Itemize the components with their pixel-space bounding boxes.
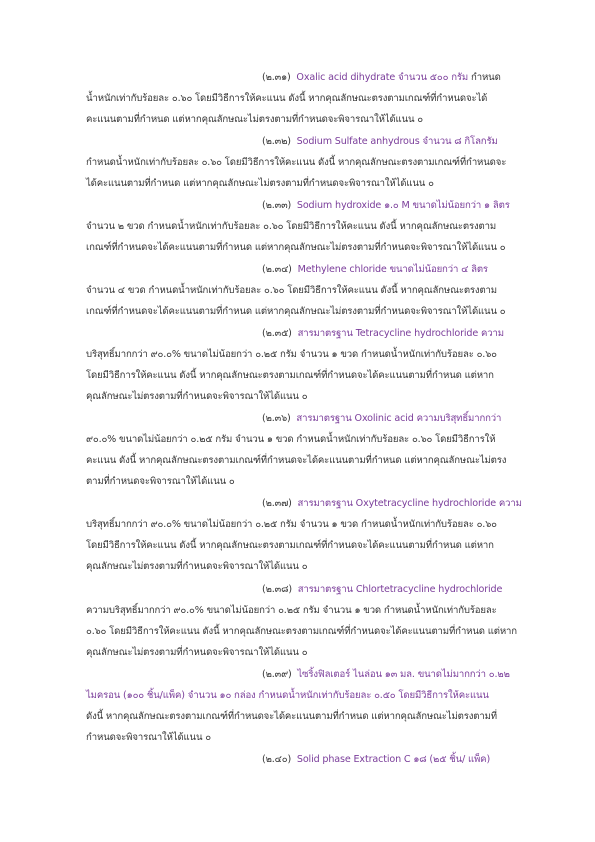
body-line: คะแนนตามที่กำหนด แต่หากคุณลักษณะไม่ตรงตามที่กำหนดจะพิจารณาให้ได้แนน ๐ <box>86 114 424 125</box>
item-number: (๒.๓๖) <box>262 413 291 424</box>
body-line: ตามที่กำหนดจะพิจารณาให้ได้แนน ๐ <box>86 476 235 487</box>
item-heading <box>262 136 498 148</box>
body-line: ๐.๖๐ โดยมีวิธีการให้คะแนน ดังนี้ หากคุณลักษณะตรงตามเกณฑ์ที่กำหนดจะได้คะแนนตามที่กำหนด แต่หาก <box>86 626 517 637</box>
item-number: (๒.๔๐) <box>262 754 292 765</box>
item-heading <box>262 754 490 766</box>
body-line <box>86 690 489 702</box>
body-line: กำหนดจะพิจารณาให้ได้แนน ๐ <box>86 732 211 743</box>
item-title: Oxalic acid dihydrate จำนวน ๕๐๐ กรัม <box>296 72 469 83</box>
item-heading <box>262 72 501 84</box>
item-heading-rest: กำหนด <box>468 72 501 83</box>
body-line: คุณลักษณะไม่ตรงตามที่กำหนดจะพิจารณาให้ได้แนน ๐ <box>86 561 308 572</box>
body-line: โดยมีวิธีการให้คะแนน ดังนี้ หากคุณลักษณะตรงตามเกณฑ์ที่กำหนดจะได้คะแนนตามที่กำหนด แต่หาก <box>86 370 494 381</box>
item-title: สารมาตรฐาน Oxolinic acid ความบริสุทธิ์มากกว่า <box>296 413 502 424</box>
item-number: (๒.๓๔) <box>262 264 292 275</box>
item-number: (๒.๓๓) <box>262 200 292 211</box>
item-title: สารมาตรฐาน Chlortetracycline hydrochloride <box>297 584 503 595</box>
body-line: จำนวน ๒ ขวด กำหนดน้ำหนักเท่ากับร้อยละ ๐.๖๐ โดยมีวิธีการให้คะแนน ดังนี้ หากคุณลักษณะตรงตาม <box>86 221 496 232</box>
item-number: (๒.๓๑) <box>262 72 291 83</box>
body-line: จำนวน ๔ ขวด กำหนดน้ำหนักเท่ากับร้อยละ ๐.๖๐ โดยมีวิธีการให้คะแนน ดังนี้ หากคุณลักษณะตรงตาม <box>86 285 497 296</box>
item-title: Sodium hydroxide ๑.๐ M ขนาดไม่น้อยกว่า ๑ ลิตร <box>296 200 510 211</box>
body-line: ๙๐.๐% ขนาดไม่น้อยกว่า ๐.๒๕ กรัม จำนวน ๑ ขวด กำหนดน้ำหนักเท่ากับร้อยละ ๐.๖๐ โดยมีวิธีการให้ <box>86 434 496 445</box>
item-title: Sodium Sulfate anhydrous จำนวน ๘ กิโลกรัม <box>296 136 498 147</box>
item-title: สารมาตรฐาน Oxytetracycline hydrochloride ความ <box>297 498 522 509</box>
body-line: น้ำหนักเท่ากับร้อยละ ๐.๖๐ โดยมีวิธีการให้คะแนน ดังนี้ หากคุณลักษณะตรงตามเกณฑ์ที่กำหนดจะได้ <box>86 93 488 104</box>
body-line: เกณฑ์ที่กำหนดจะได้คะแนนตามที่กำหนด แต่หากคุณลักษณะไม่ตรงตามที่กำหนดจะพิจารณาให้ได้แนน ๐ <box>86 242 506 253</box>
body-line: คะแนน ดังนี้ หากคุณลักษณะตรงตามเกณฑ์ที่กำหนดจะได้คะแนนตามที่กำหนด แต่หากคุณลักษณะไม่ตรง <box>86 455 507 466</box>
item-heading <box>262 413 501 425</box>
body-line: ความบริสุทธิ์มากกว่า ๙๐.๐% ขนาดไม่น้อยกว่า ๐.๒๕ กรัม จำนวน ๑ ขวด กำหนดน้ำหนักเท่ากับร้อยละ <box>86 605 497 616</box>
item-number: (๒.๓๗) <box>262 498 292 509</box>
item-number: (๒.๓๙) <box>262 669 292 680</box>
item-title: สารมาตรฐาน Tetracycline hydrochloride ความ <box>297 328 504 339</box>
item-title: Methylene chloride ขนาดไม่น้อยกว่า ๔ ลิตร <box>297 264 488 275</box>
item-heading <box>262 328 504 340</box>
body-line: คุณลักษณะไม่ตรงตามที่กำหนดจะพิจารณาให้ได้แนน ๐ <box>86 391 308 402</box>
body-line: โดยมีวิธีการให้คะแนน ดังนี้ หากคุณลักษณะตรงตามเกณฑ์ที่กำหนดจะได้คะแนนตามที่กำหนด แต่หาก <box>86 540 494 551</box>
item-heading <box>262 669 510 681</box>
item-title-continuation: ไมครอน (๑๐๐ ชิ้น/แพ็ค) จำนวน ๑๐ กล่อง กำหนดน้ำหนักเท่ากับร้อยละ ๐.๕๐ โดยมีวิธีการให้คะแนน <box>86 690 489 701</box>
body-line: คุณลักษณะไม่ตรงตามที่กำหนดจะพิจารณาให้ได้แนน ๐ <box>86 647 308 658</box>
item-heading <box>262 200 510 212</box>
item-heading <box>262 264 488 276</box>
item-number: (๒.๓๕) <box>262 328 292 339</box>
item-heading <box>262 498 522 510</box>
body-line: ได้คะแนนตามที่กำหนด แต่หากคุณลักษณะไม่ตรงตามที่กำหนดจะพิจารณาให้ได้แนน ๐ <box>86 178 434 189</box>
body-line: เกณฑ์ที่กำหนดจะได้คะแนนตามที่กำหนด แต่หากคุณลักษณะไม่ตรงตามที่กำหนดจะพิจารณาให้ได้แนน ๐ <box>86 306 506 317</box>
body-line: บริสุทธิ์มากกว่า ๙๐.๐% ขนาดไม่น้อยกว่า ๐.๒๕ กรัม จำนวน ๑ ขวด กำหนดน้ำหนักเท่ากับร้อยละ ๐.๖๐ <box>86 519 497 530</box>
item-number: (๒.๓๘) <box>262 584 292 595</box>
body-line: กำหนดน้ำหนักเท่ากับร้อยละ ๐.๖๐ โดยมีวิธีการให้คะแนน ดังนี้ หากคุณลักษณะตรงตามเกณฑ์ที่กำหนดจะ <box>86 157 507 168</box>
item-number: (๒.๓๒) <box>262 136 291 147</box>
body-line: บริสุทธิ์มากกว่า ๙๐.๐% ขนาดไม่น้อยกว่า ๐.๒๕ กรัม จำนวน ๑ ขวด กำหนดน้ำหนักเท่ากับร้อยละ ๐.๖๐ <box>86 349 497 360</box>
item-title: ไซริ้งฟิลเตอร์ ไนล่อน ๑๓ มล. ขนาดไม่มากกว่า ๐.๒๒ <box>297 669 510 680</box>
body-line: ดังนี้ หากคุณลักษณะตรงตามเกณฑ์ที่กำหนดจะได้คะแนนตามที่กำหนด แต่หากคุณลักษณะไม่ตรงตามที่ <box>86 711 497 722</box>
item-title: Solid phase Extraction C ๑๘ (๒๕ ชิ้น/ แพ็ค) <box>296 754 491 765</box>
item-heading <box>262 584 502 596</box>
